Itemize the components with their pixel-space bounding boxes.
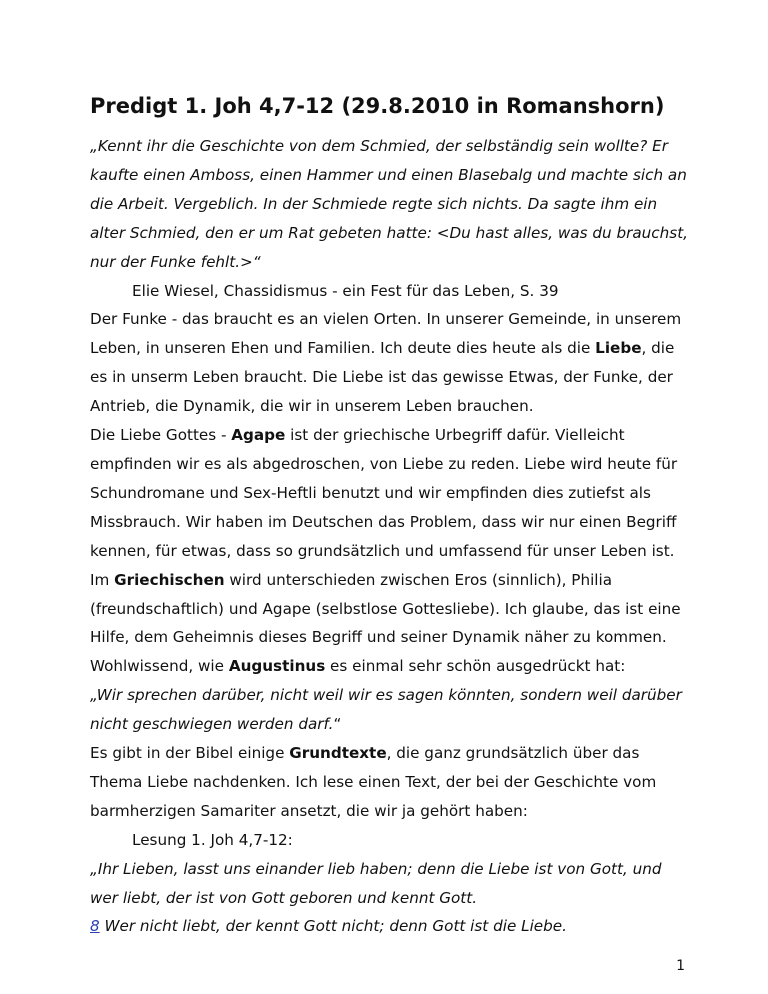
paragraph-text: Es gibt in der Bibel einige: [90, 744, 290, 763]
paragraph-agape: [90, 421, 688, 681]
emphasis-agape: Agape: [231, 426, 286, 445]
paragraph-funke: [90, 305, 688, 421]
opening-quote: „Kennt ihr die Geschichte von dem Schmied, der selbständig sein wollte? Er kaufte einen Amboss, einen Hammer und einen Blasebalg und machte sich an die Arbeit. Vergeblich. In der Schmiede regte sich nichts. Da sagte ihm ein alter Schmied, den er um Rat gebeten hatte: <Du hast alles, was du brauchst, nur der Funke fehlt.>“: [90, 137, 688, 271]
paragraph-grundtexte: [90, 739, 688, 826]
paragraph-text: wird unterschieden zwischen Eros (sinnlich), Philia (freundschaftlich) und Agape (selbstlose Gottesliebe). Ich glaube, das ist eine Hilfe, dem Geheimnis dieses Begriff und seiner Dynamik näher zu kommen. Wohlwissend, wie: [90, 570, 681, 676]
quote-source: Elie Wiesel, Chassidismus - ein Fest für das Leben, S. 39: [132, 281, 559, 300]
paragraph-text: ist der griechische Urbegriff dafür. Vielleicht empfinden wir es als abgedroschen, von Liebe zu reden. Liebe wird heute für Schundromane und Sex-Heftli benutzt und wir empfinden dies zutiefst als Missbrauch. Wir haben im Deutschen das Problem, dass wir nur einen Begriff kennen, für etwas, dass so grundsätzlich und umfassend für unser Leben ist. Im: [90, 426, 678, 589]
paragraph-text: , die ganz grundsätzlich über das Thema Liebe nachdenken. Ich lese einen Text, der bei der Geschichte vom barmherzigen Samariter ansetzt, die wir ja gehört haben:: [90, 744, 657, 820]
document-body: [90, 92, 688, 941]
verse-8-text: Wer nicht liebt, der kennt Gott nicht; denn Gott ist die Liebe.: [99, 917, 567, 936]
verse-8-link[interactable]: 8: [90, 917, 100, 936]
emphasis-liebe: Liebe: [595, 339, 642, 358]
reading-verse-7: „Ihr Lieben, lasst uns einander lieb haben; denn die Liebe ist von Gott, und wer liebt, der ist von Gott geboren und kennt Gott.: [90, 859, 662, 907]
paragraph-text: Der Funke - das braucht es an vielen Orten. In unserer Gemeinde, in unserem Leben, in unseren Ehen und Familien. Ich deute dies heute als die: [90, 310, 682, 358]
paragraph-text: es einmal sehr schön ausgedrückt hat:: [325, 657, 626, 676]
paragraph-text: , die es in unserm Leben braucht. Die Liebe ist das gewisse Etwas, der Funke, der Antrieb, die Dynamik, die wir in unserem Leben brauchen.: [90, 339, 675, 416]
reading-verse-8: [90, 912, 688, 941]
emphasis-griechischen: Griechischen: [114, 570, 225, 589]
emphasis-augustinus: Augustinus: [228, 657, 326, 676]
emphasis-grundtexte: Grundtexte: [289, 744, 387, 763]
reading-label: Lesung 1. Joh 4,7-12:: [132, 830, 293, 849]
page-title: Predigt 1. Joh 4,7-12 (29.8.2010 in Romanshorn): [90, 94, 665, 118]
paragraph-text: Die Liebe Gottes -: [90, 426, 232, 445]
quote-close-mark: “: [333, 715, 342, 734]
page-number: 1: [676, 958, 685, 974]
augustinus-quote: [90, 681, 688, 739]
quote-text: „Wir sprechen darüber, nicht weil wir es sagen könnten, sondern weil darüber nicht geschwiegen werden darf.: [90, 686, 682, 734]
